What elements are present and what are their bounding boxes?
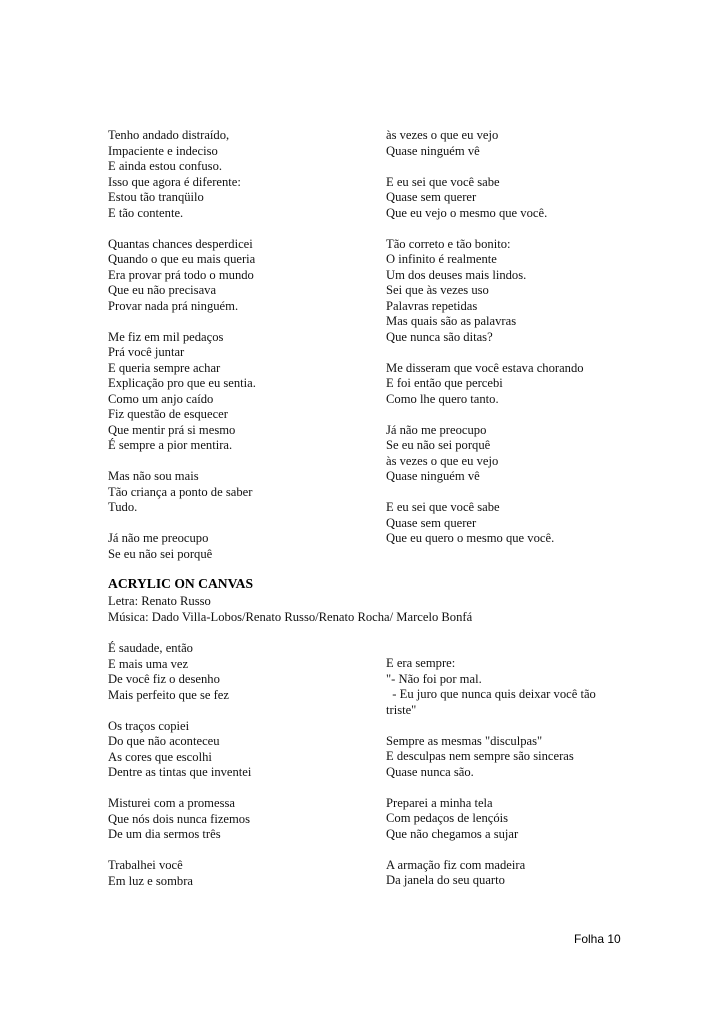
lyric-line: E desculpas nem sempre são sinceras — [386, 749, 574, 763]
lyric-line — [108, 781, 368, 797]
lyric-line: Quase sem querer — [386, 515, 477, 530]
lyric-line — [386, 159, 636, 175]
lyric-line: Com pedaços de lençóis — [386, 811, 509, 825]
lyric-line: E era sempre: — [386, 656, 456, 670]
lyric-line — [108, 516, 368, 532]
lyric-line: Como lhe quero tanto. — [386, 391, 499, 406]
lyrics-column-top-left — [108, 128, 368, 562]
lyric-line: Mais perfeito que se fez — [108, 687, 229, 702]
lyric-line: E eu sei que você sabe — [386, 500, 500, 514]
lyric-line: Que nós dois nunca fizemos — [108, 811, 250, 826]
lyric-line: Sei que às vezes uso — [386, 283, 489, 297]
lyric-line: Prá você juntar — [108, 345, 185, 359]
lyric-line: E queria sempre achar — [108, 360, 221, 375]
lyric-line: Quase ninguém vê — [386, 469, 480, 483]
lyric-line: Trabalhei você — [108, 858, 183, 872]
lyric-line: Palavras repetidas — [386, 298, 478, 313]
lyric-line: Que mentir prá si mesmo — [108, 422, 236, 437]
lyric-line: "- Não foi por mal. — [386, 671, 482, 686]
lyric-line: Quase ninguém vê — [386, 143, 480, 158]
lyric-line: às vezes o que eu vejo — [386, 453, 499, 468]
lyric-line — [108, 314, 368, 330]
lyric-line: O infinito é realmente — [386, 252, 497, 266]
lyric-line: Do que não aconteceu — [108, 734, 220, 748]
lyric-line: Como um anjo caído — [108, 391, 214, 406]
lyric-line: Impaciente e indeciso — [108, 143, 218, 158]
lyric-line: Fiz questão de esquecer — [108, 407, 228, 421]
lyric-line: De você fiz o desenho — [108, 672, 220, 686]
lyric-line: E tão contente. — [108, 205, 184, 220]
lyric-line: É sempre a pior mentira. — [108, 438, 233, 452]
lyric-line: A armação fiz com madeira — [386, 857, 526, 872]
lyric-line: Quantas chances desperdicei — [108, 236, 253, 251]
lyric-line — [108, 843, 368, 859]
lyric-line: - Eu juro que nunca quis deixar você tão triste" — [386, 687, 599, 717]
lyric-line — [386, 485, 636, 501]
lyric-line: Tão correto e tão bonito: — [386, 236, 511, 251]
lyric-line: Preparei a minha tela — [386, 795, 493, 810]
lyric-line: Que eu quero o mesmo que você. — [386, 531, 555, 545]
page-footer: Folha 10 — [574, 932, 621, 946]
lyrics-column-top-right — [386, 128, 636, 547]
lyric-line: Era provar prá todo o mundo — [108, 267, 254, 282]
lyric-line: De um dia sermos três — [108, 827, 221, 841]
lyric-line: Já não me preocupo — [386, 422, 487, 437]
lyric-line: Que não chegamos a sujar — [386, 826, 519, 841]
lyric-line: E ainda estou confuso. — [108, 159, 223, 173]
lyric-line: Se eu não sei porquê — [386, 438, 491, 452]
lyric-line: Tão criança a ponto de saber — [108, 484, 253, 499]
lyric-line: Que eu vejo o mesmo que você. — [386, 205, 548, 220]
lyric-line: Quase nunca são. — [386, 764, 474, 779]
lyric-line: É saudade, então — [108, 641, 193, 655]
lyric-line: Explicação pro que eu sentia. — [108, 376, 256, 390]
lyric-line: Quando o que eu mais queria — [108, 252, 256, 266]
lyric-line: Já não me preocupo — [108, 531, 209, 545]
music-credit: Música: Dado Villa-Lobos/Renato Russo/Renato Rocha/ Marcelo Bonfá — [108, 609, 473, 624]
lyric-line — [386, 221, 636, 237]
lyric-line: Da janela do seu quarto — [386, 873, 505, 887]
lyric-line: Tenho andado distraído, — [108, 128, 230, 142]
lyric-line: Estou tão tranqüilo — [108, 190, 204, 204]
lyric-line: As cores que escolhi — [108, 749, 212, 764]
lyric-line — [386, 842, 636, 858]
lyric-line — [108, 703, 368, 719]
lyric-line: Se eu não sei porquê — [108, 546, 213, 561]
lyric-line: Dentre as tintas que inventei — [108, 765, 252, 779]
lyric-line: Misturei com a promessa — [108, 796, 235, 810]
lyric-line: Isso que agora é diferente: — [108, 174, 241, 189]
lyric-line: Mas quais são as palavras — [386, 314, 517, 328]
lyrics-column-bottom-left — [108, 641, 368, 889]
lyric-line — [386, 718, 636, 734]
song-credits — [108, 594, 668, 625]
lyric-line: Sempre as mesmas "disculpas" — [386, 733, 543, 748]
lyric-line: às vezes o que eu vejo — [386, 128, 499, 142]
lyric-line: Em luz e sombra — [108, 873, 193, 888]
lyric-line: Me disseram que você estava chorando — [386, 360, 584, 375]
lyrics-credit: Letra: Renato Russo — [108, 594, 211, 608]
song-title: ACRYLIC ON CANVAS — [108, 576, 254, 591]
lyric-line — [386, 780, 636, 796]
lyric-line: Que nunca são ditas? — [386, 329, 493, 344]
lyric-line — [386, 345, 636, 361]
lyric-line: Que eu não precisava — [108, 283, 217, 297]
lyric-line: Provar nada prá ninguém. — [108, 298, 239, 313]
lyric-line: E mais uma vez — [108, 656, 189, 671]
lyric-line: Um dos deuses mais lindos. — [386, 267, 527, 282]
lyric-line: Me fiz em mil pedaços — [108, 329, 224, 344]
lyrics-column-bottom-right — [386, 656, 636, 889]
lyric-line: E eu sei que você sabe — [386, 174, 500, 189]
lyric-line: Quase sem querer — [386, 190, 477, 204]
lyric-line: Os traços copiei — [108, 718, 190, 733]
lyric-line — [386, 407, 636, 423]
lyric-line: Mas não sou mais — [108, 469, 199, 483]
lyric-line: E foi então que percebi — [386, 376, 503, 390]
lyric-line — [108, 454, 368, 470]
lyric-line — [108, 221, 368, 237]
lyric-line: Tudo. — [108, 500, 138, 514]
